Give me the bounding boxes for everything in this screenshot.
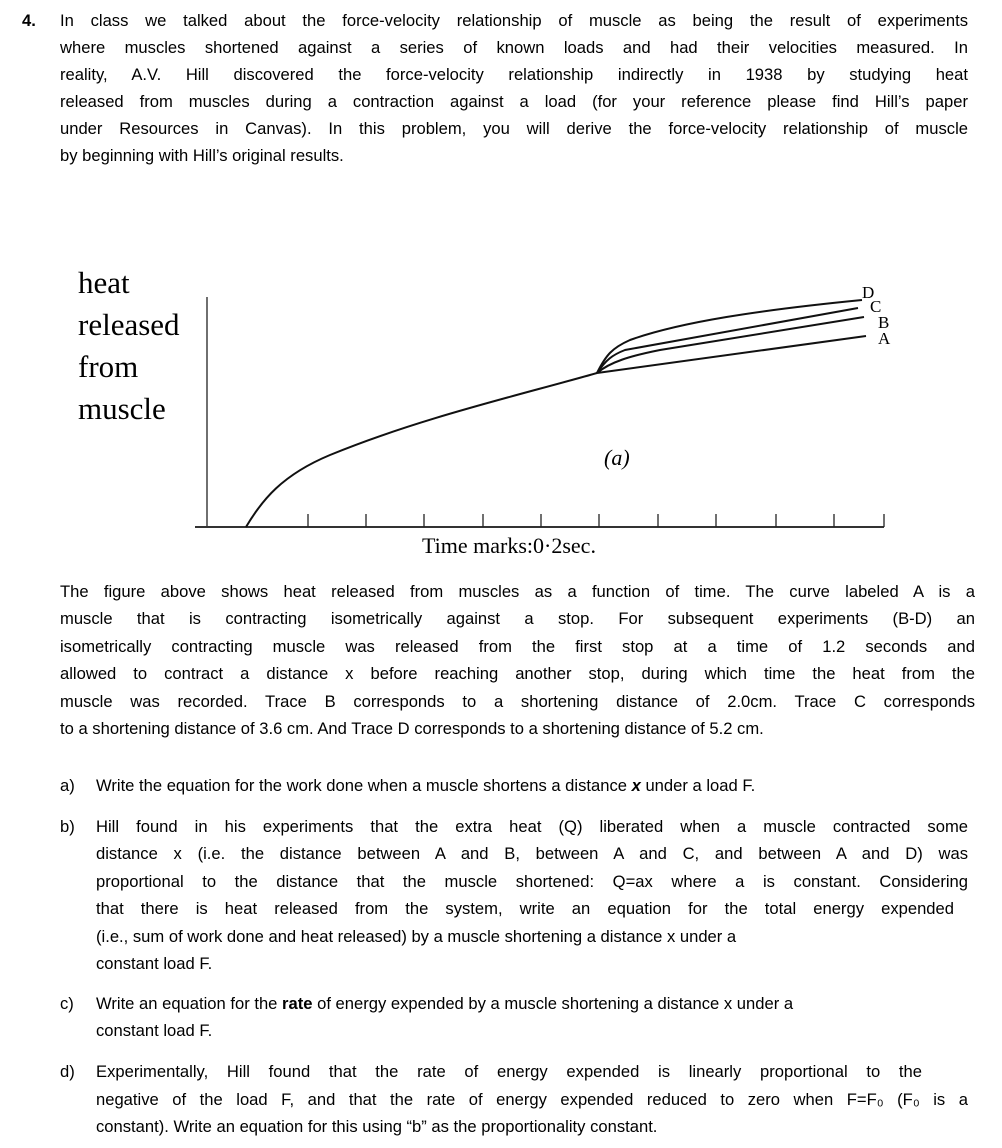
- intro-line: by beginning with Hill’s original results.: [60, 146, 344, 165]
- part-label: a): [60, 776, 75, 795]
- part-line: distance x (i.e. the distance between A and B, between A and C, and between A and D) was: [96, 844, 968, 863]
- trace-label-d: D: [862, 283, 875, 302]
- description-line: muscle was recorded. Trace B corresponds to a shortening distance of 2.0cm. Trace C corresponds: [60, 692, 975, 711]
- part-line: Experimentally, Hill found that the rate of energy expended is linearly proportional to the: [96, 1062, 922, 1081]
- part-label: b): [60, 817, 75, 836]
- part-line: that there is heat released from the system, write an equation for the total energy expended: [96, 899, 954, 918]
- trace-label-c: C: [870, 297, 882, 316]
- text: Write an equation for the: [96, 994, 283, 1013]
- y-axis-label: [78, 262, 180, 430]
- part-text: constant load F.: [96, 1021, 213, 1040]
- bold-text: rate: [282, 994, 313, 1013]
- bold-text: x: [631, 776, 641, 795]
- text: of energy expended by a muscle shortening a distance x under a: [312, 994, 794, 1013]
- trace-label-b: B: [878, 313, 890, 332]
- text: under a load F.: [640, 776, 756, 795]
- intro-line: where muscles shortened against a series of known loads and had their velocities measured. In: [60, 38, 968, 57]
- part-label: c): [60, 994, 74, 1013]
- intro-line: under Resources in Canvas). In this problem, you will derive the force-velocity relationship of muscle: [60, 119, 968, 138]
- description-line: to a shortening distance of 3.6 cm. And Trace D corresponds to a shortening distance of 5.2 cm.: [60, 719, 764, 738]
- part-label: d): [60, 1062, 75, 1081]
- x-axis-label: Time marks:0·2sec.: [422, 533, 596, 558]
- common-curve: [246, 373, 597, 527]
- time-ticks: [308, 514, 884, 527]
- part-line: Hill found in his experiments that the extra heat (Q) liberated when a muscle contracted some: [96, 817, 968, 836]
- intro-line: In class we talked about the force-velocity relationship of muscle as being the result of experiments: [60, 11, 968, 30]
- question-number: 4.: [22, 11, 36, 30]
- y-label-line: released: [78, 307, 180, 342]
- intro-line: reality, A.V. Hill discovered the force-velocity relationship indirectly in 1938 by studying heat: [60, 65, 968, 84]
- description-line: isometrically contracting muscle was released from the first stop at a time of 1.2 seconds and: [60, 637, 975, 656]
- part-line: proportional to the distance that the muscle shortened: Q=ax where a is constant. Considering: [96, 872, 968, 891]
- intro-line: released from muscles during a contraction against a load (for your reference please find Hill’s paper: [60, 92, 968, 111]
- part-text: [96, 993, 793, 1015]
- part-line: negative of the load F, and that the rate of energy expended reduced to zero when F=F₀ (F₀ is a: [96, 1090, 968, 1109]
- part-line: constant load F.: [96, 954, 213, 973]
- trace-b: [597, 317, 864, 373]
- text: Write the equation for the work done when a muscle shortens a distance: [96, 776, 632, 795]
- y-label-line: heat: [78, 265, 130, 300]
- y-label-line: muscle: [78, 391, 166, 426]
- description-line: muscle that is contracting isometrically against a stop. For subsequent experiments (B-D) an: [60, 609, 975, 628]
- part-line: (i.e., sum of work done and heat released) by a muscle shortening a distance x under a: [96, 927, 737, 946]
- trace-label-a: A: [878, 329, 891, 348]
- description-line: allowed to contract a distance x before reaching another stop, during which time the heat from the: [60, 664, 975, 683]
- panel-label: (a): [604, 445, 630, 470]
- trace-d: [597, 300, 862, 373]
- part-line: constant). Write an equation for this using “b” as the proportionality constant.: [96, 1117, 658, 1136]
- y-label-line: from: [78, 349, 139, 384]
- part-text: [96, 775, 755, 797]
- description-line: The figure above shows heat released from muscles as a function of time. The curve labeled A is a: [60, 582, 975, 601]
